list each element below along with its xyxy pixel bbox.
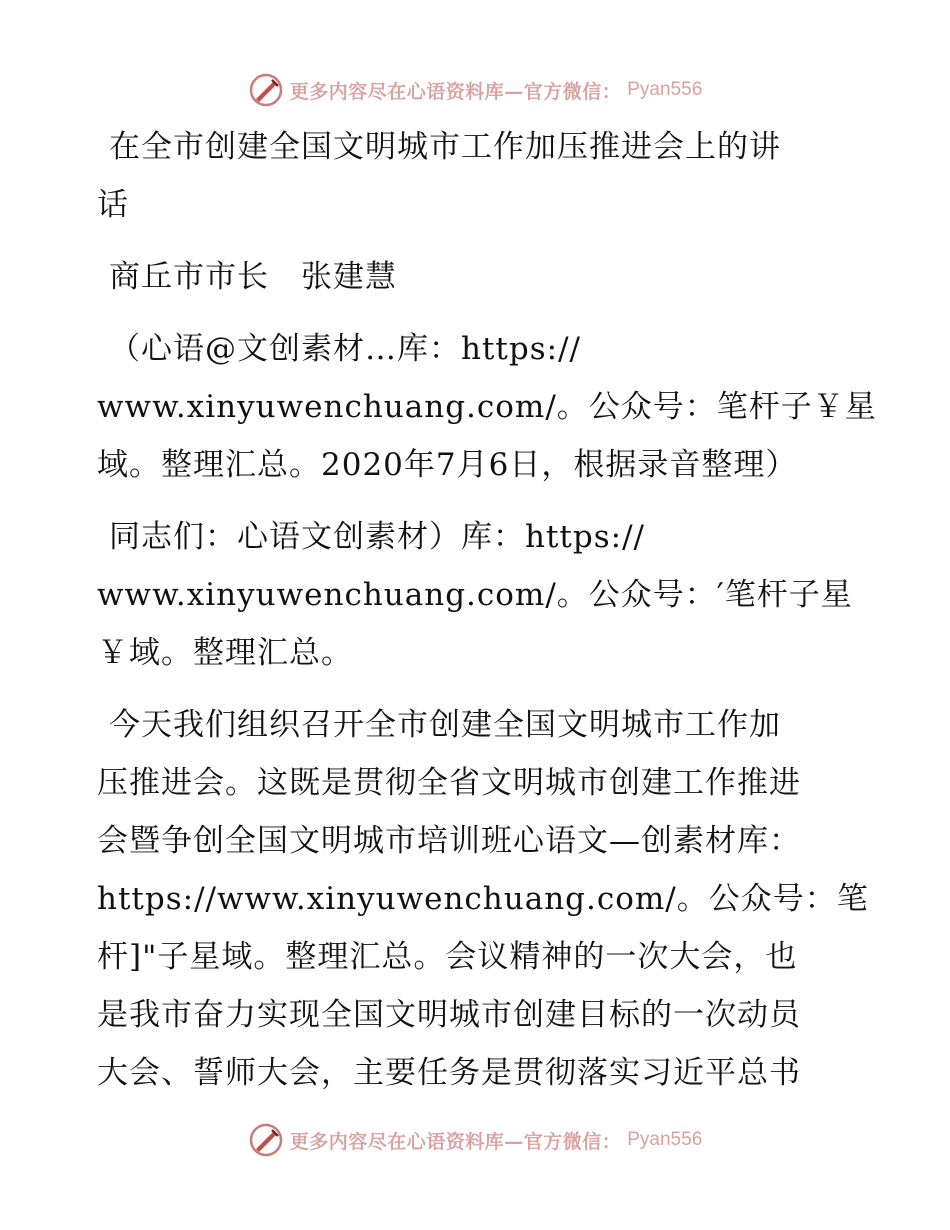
body-line: 大会、誓师大会，主要任务是贯彻落实习近平总书 [97,1055,801,1091]
greeting-line: ￥域。整理汇总。 [97,635,353,671]
title-line: 在全市创建全国文明城市工作加压推进会上的讲 [109,129,781,165]
body-line: 会暨争创全国文明城市培训班心语文—创素材库： [97,823,801,859]
greeting-paragraph [97,508,857,682]
pen-logo-icon [248,1122,284,1158]
watermark-text: 更多内容尽在心语资料库—官方微信： [289,80,622,103]
note-line: 域。整理汇总。2020年7月6日，根据录音整理） [97,447,798,483]
body-line: 杆]"子星域。整理汇总。会议精神的一次大会，也 [97,939,798,975]
document-body [97,118,877,1102]
watermark-text: 更多内容尽在心语资料库—官方微信： [289,1130,622,1153]
footer-watermark [0,1120,950,1160]
pen-logo-icon [248,72,284,108]
body-paragraph [97,696,869,1102]
header-watermark [0,70,950,110]
body-line: 今天我们组织召开全市创建全国文明城市工作加 [109,707,781,743]
body-line: https://www.xinyuwenchuang.com/。公众号：笔 [97,881,869,917]
author-line: 商丘市市长 张建慧 [109,259,397,295]
body-line: 压推进会。这既是贯彻全省文明城市创建工作推进 [97,765,801,801]
note-line: （心语@文创素材…库：https:// [109,331,581,367]
title-line: 话 [97,187,129,223]
watermark-wechat-id: Pyan556 [627,79,703,100]
document-title [97,118,857,234]
source-note [97,320,877,494]
greeting-line: 同志们：心语文创素材）库：https:// [109,519,645,555]
body-line: 是我市奋力实现全国文明城市创建目标的一次动员 [97,997,801,1033]
greeting-line: www.xinyuwenchuang.com/。公众号：′笔杆子星 [97,577,853,613]
note-line: www.xinyuwenchuang.com/。公众号：笔杆子￥星 [97,389,877,425]
watermark-wechat-id: Pyan556 [627,1129,703,1150]
